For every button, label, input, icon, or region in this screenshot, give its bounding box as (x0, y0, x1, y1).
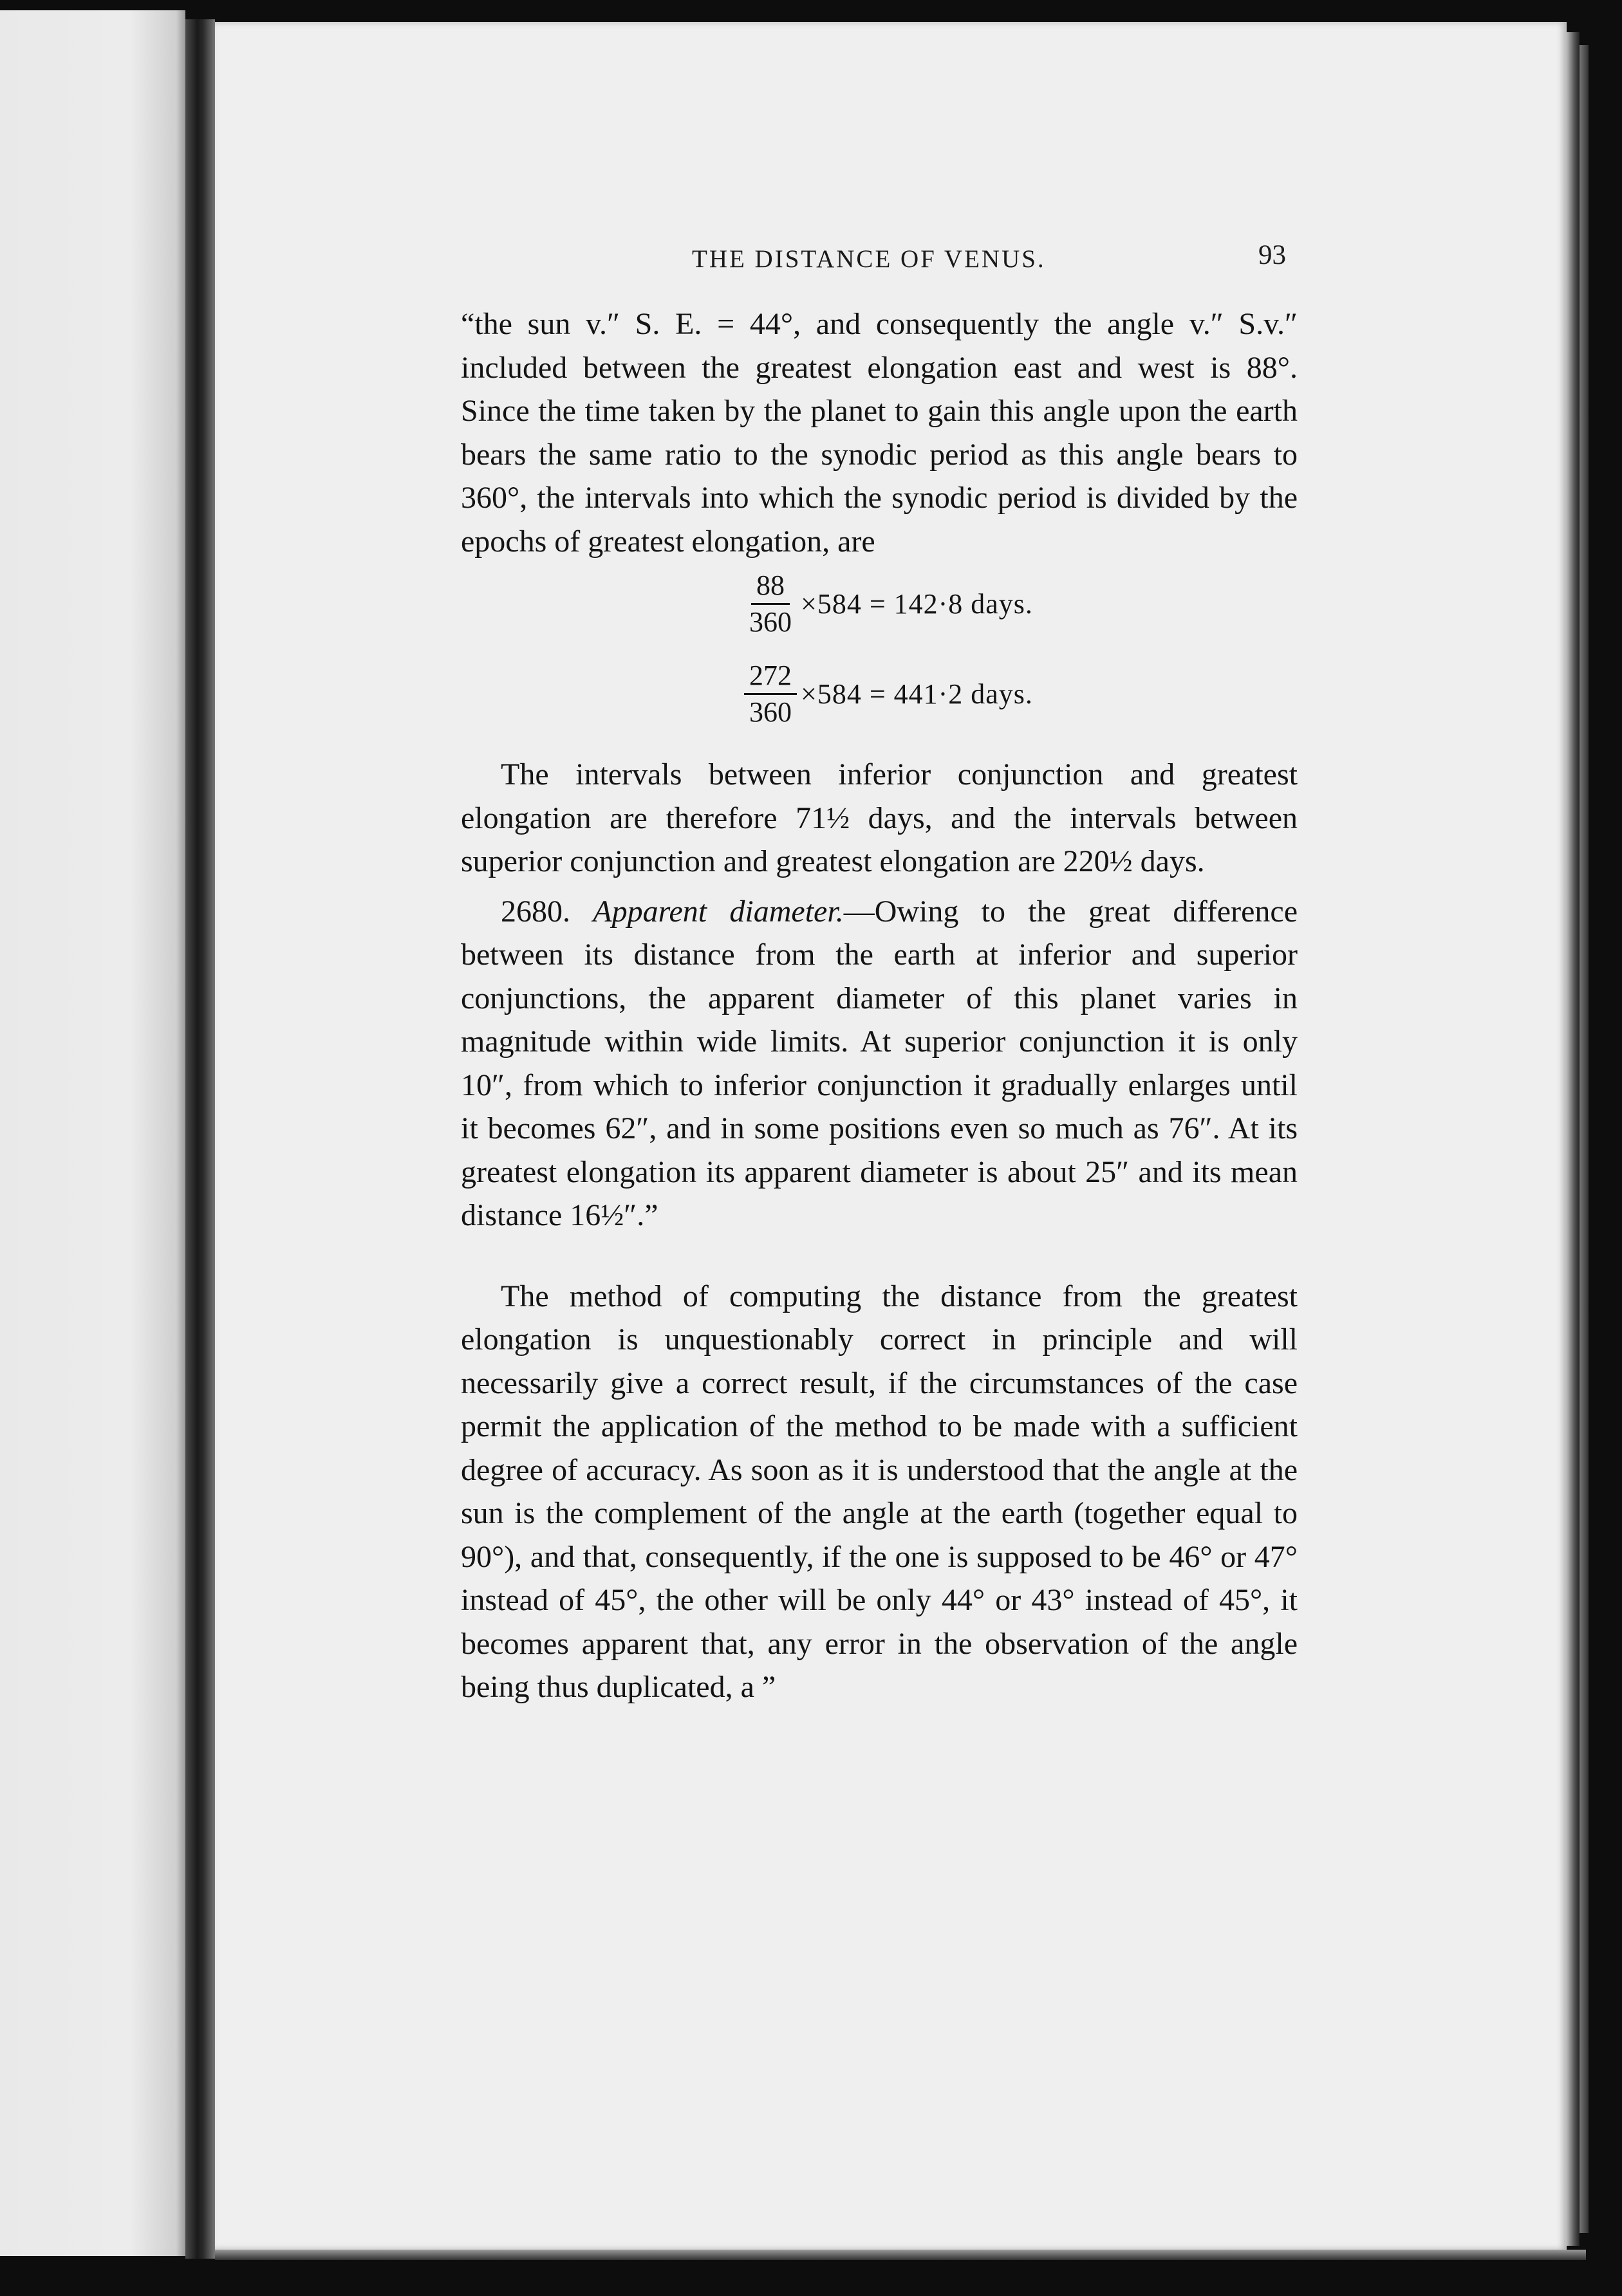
right-page-edge (1567, 32, 1580, 2246)
book-gutter (185, 19, 215, 2259)
left-page-edge (0, 10, 185, 2256)
equation-2 (744, 658, 1033, 730)
page-number: 93 (1258, 240, 1286, 270)
equation-result: ×584 = 441·2 days. (801, 678, 1033, 710)
numerator: 88 (751, 568, 790, 605)
section-text: —Owing to the great difference between its distance from the earth at inferior and superior conjunctions, the apparent diameter of this planet varies in magnitude within wide limits. At superior conjunction it is only 10″, from which to inferior conjunction it gradually enlarges until it becomes 62″, and in some positions even so much as 76″. At its greatest elongation its apparent diameter is about 25″ and its mean distance 16½″.” (461, 894, 1298, 1232)
section-number: 2680. (501, 894, 570, 929)
paragraph-4: The method of computing the distance from the greatest elongation is unquestionably correct in principle and will necessarily give a correct result, if the circumstances of the case permit the application of the method to be made with a sufficient degree of accuracy. As soon as it is understood that the angle at the sun is the complement of the angle at the earth (together equal to 90°), and that, consequently, if the one is supposed to be 46° or 47° instead of 45°, the other will be only 44° or 43° instead of 45°, it becomes apparent that, any error in the observation of the angle being thus duplicated, a ” (461, 1279, 1298, 1704)
denominator: 360 (749, 606, 792, 638)
numerator: 272 (744, 658, 797, 695)
fraction (744, 658, 797, 730)
book-cover-edge (1580, 45, 1589, 2233)
fraction (744, 568, 797, 640)
page-bottom-edge (215, 2250, 1586, 2260)
denominator: 360 (749, 696, 792, 728)
equation-result: ×584 = 142·8 days. (801, 588, 1033, 620)
section-heading: Apparent diameter. (593, 894, 844, 929)
paragraph-3 (461, 890, 1298, 1237)
paragraph-1: “the sun v.″ S. E. = 44°, and consequently the angle v.″ S.v.″ included between the greatest elongation east and west is 88°. Since the time taken by the planet to gain this angle upon the earth bears the same ratio to the synodic period as this angle bears to 360°, the intervals into which the synodic period is divided by the epochs of greatest elongation, are (461, 307, 1298, 559)
body-text (461, 302, 1298, 1709)
equation-1 (744, 568, 1033, 640)
paragraph-2: The intervals between inferior conjunction and greatest elongation are therefore 71½ days, and the intervals between superior conjunction and greatest elongation are 220½ days. (461, 757, 1298, 878)
equations (461, 563, 1298, 746)
running-head: THE DISTANCE OF VENUS. (692, 245, 1046, 273)
